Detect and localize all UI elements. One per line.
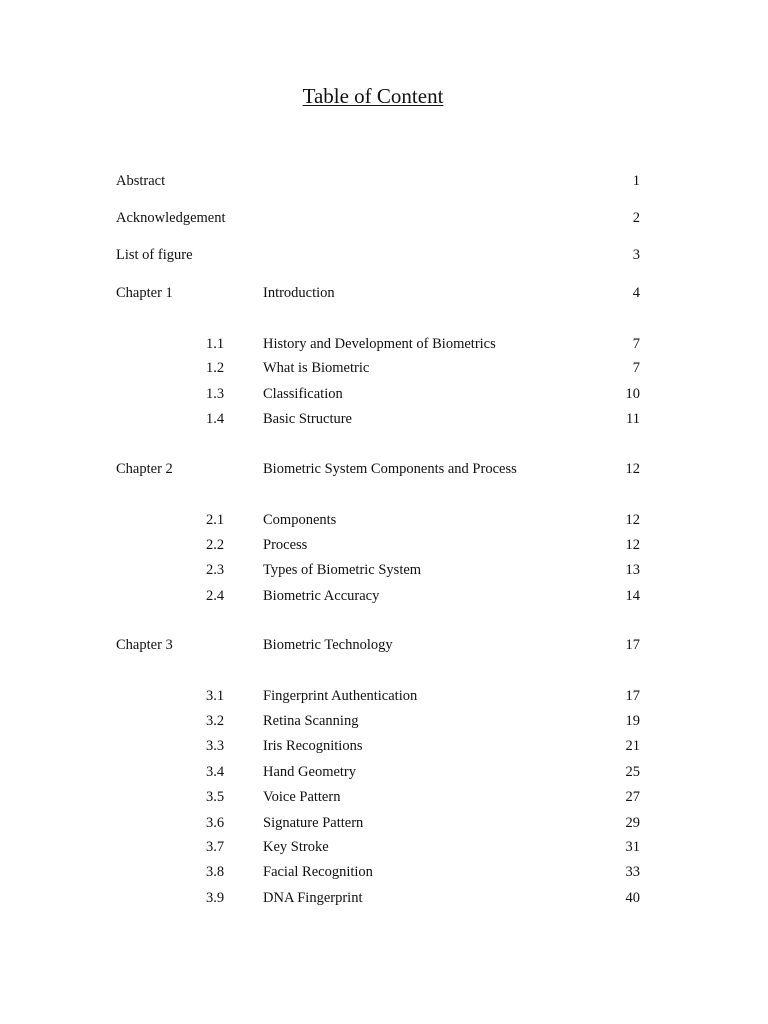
entry-page: 25 [625,764,640,780]
section-entry [0,409,768,429]
section-entry [0,787,768,807]
chapter-title: Biometric Technology [263,637,393,653]
entry-page: 29 [625,815,640,831]
section-title: Basic Structure [263,411,352,427]
entry-page: 7 [632,360,640,376]
page-title: Table of Content [302,84,444,108]
entry-label: Abstract [116,173,166,189]
section-entry [0,358,768,378]
toc-entry [0,208,768,228]
section-entry [0,711,768,731]
section-number: 2.3 [206,562,225,578]
section-number: 3.1 [206,688,225,704]
entry-page: 19 [625,713,640,729]
entry-page: 17 [625,688,640,704]
entry-page: 12 [625,461,640,477]
section-number: 3.7 [206,839,225,855]
section-entry [0,560,768,580]
chapter-title: Biometric System Components and Process [263,461,517,477]
entry-page: 40 [625,890,640,906]
section-title: Classification [263,386,343,402]
section-entry [0,762,768,782]
section-title: Signature Pattern [263,815,364,831]
section-title: What is Biometric [263,360,370,376]
section-title: Key Stroke [263,839,329,855]
section-entry [0,862,768,882]
entry-page: 27 [625,789,640,805]
section-number: 3.8 [206,864,225,880]
entry-page: 33 [625,864,640,880]
section-number: 1.2 [206,360,225,376]
section-title: Types of Biometric System [263,562,422,578]
entry-page: 17 [625,637,640,653]
section-title: Biometric Accuracy [263,588,380,604]
entry-page: 1 [632,173,640,189]
entry-page: 13 [625,562,640,578]
section-entry [0,888,768,908]
section-number: 3.2 [206,713,225,729]
entry-page: 31 [625,839,640,855]
section-entry [0,334,768,354]
section-number: 1.3 [206,386,225,402]
section-number: 2.2 [206,537,225,553]
section-entry [0,586,768,606]
section-number: 3.4 [206,764,225,780]
section-number: 2.1 [206,512,225,528]
section-entry [0,535,768,555]
section-title: History and Development of Biometrics [263,336,496,352]
section-title: Voice Pattern [263,789,341,805]
section-title: Fingerprint Authentication [263,688,418,704]
section-entry [0,510,768,530]
chapter-title: Introduction [263,285,335,301]
entry-page: 4 [632,285,640,301]
chapter-label: Chapter 1 [116,285,173,301]
section-entry [0,837,768,857]
section-entry [0,813,768,833]
entry-page: 3 [632,247,640,263]
entry-page: 11 [626,411,640,427]
section-title: Retina Scanning [263,713,359,729]
chapter-entry [0,635,768,655]
section-title: Iris Recognitions [263,738,363,754]
chapter-entry [0,459,768,479]
section-number: 3.5 [206,789,225,805]
entry-page: 12 [625,512,640,528]
section-title: Components [263,512,337,528]
entry-page: 21 [625,738,640,754]
entry-page: 10 [625,386,640,402]
section-title: DNA Fingerprint [263,890,363,906]
section-number: 1.1 [206,336,225,352]
section-title: Process [263,537,308,553]
entry-page: 14 [625,588,640,604]
section-entry [0,384,768,404]
entry-label: Acknowledgement [116,210,226,226]
entry-label: List of figure [116,247,193,263]
entry-page: 12 [625,537,640,553]
toc-entry [0,245,768,265]
section-number: 1.4 [206,411,225,427]
chapter-label: Chapter 3 [116,637,173,653]
chapter-label: Chapter 2 [116,461,173,477]
chapter-entry [0,283,768,303]
section-entry [0,686,768,706]
section-number: 2.4 [206,588,225,604]
section-entry [0,736,768,756]
section-title: Facial Recognition [263,864,373,880]
section-title: Hand Geometry [263,764,357,780]
section-number: 3.3 [206,738,225,754]
section-number: 3.6 [206,815,225,831]
toc-entry [0,171,768,191]
entry-page: 2 [632,210,640,226]
entry-page: 7 [632,336,640,352]
section-number: 3.9 [206,890,225,906]
